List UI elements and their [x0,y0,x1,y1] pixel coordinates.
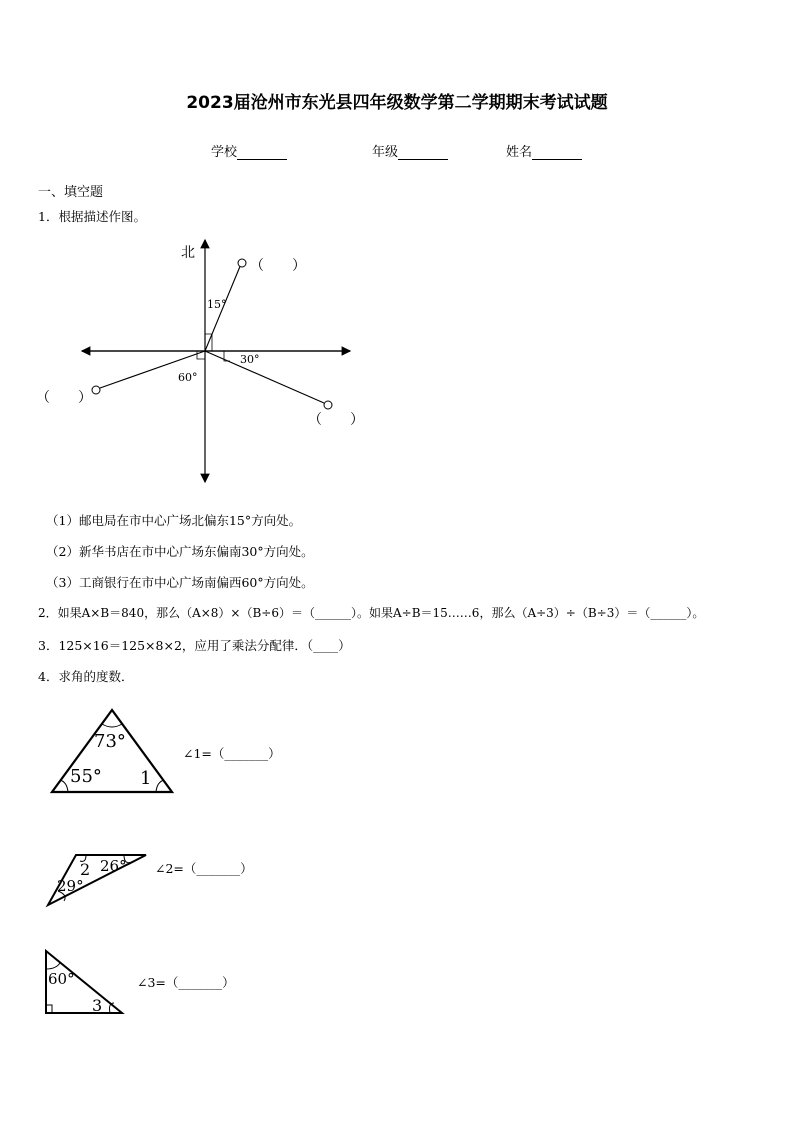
angle-3-label: 3 [92,996,103,1015]
north-label: 北 [181,245,195,261]
question-4: 4．求角的度数． [38,669,134,684]
question-3: 3．125×16＝125×8×2，应用了乘法分配律．（____） [38,638,351,653]
school-field[interactable] [211,141,287,160]
grade-label: 年级 [372,145,399,160]
triangle-3 [40,945,140,1025]
point-bank [92,386,100,394]
angle-73-label: 73° [94,731,126,752]
grade-blank[interactable] [398,159,448,160]
school-blank[interactable] [237,159,287,160]
angle-30-label: 30° [240,353,260,366]
angle-55-label: 55° [70,766,102,787]
angle-1-label: 1 [140,768,152,789]
name-blank[interactable] [532,159,582,160]
angle-26-label: 26° [100,857,127,875]
point-bookstore [324,401,332,409]
page-title: 2023届沧州市东光县四年级数学第二学期期末考试试题 [186,93,608,113]
school-label: 学校 [211,145,238,160]
grade-field[interactable] [372,141,448,160]
name-field[interactable] [506,141,582,160]
answer-angle-3[interactable]: ∠3=（_______） [137,975,235,990]
answer-angle-2[interactable]: ∠2=（_______） [155,861,253,876]
answer-angle-1[interactable]: ∠1=（_______） [183,746,281,761]
q1-item-1: （1）邮电局在市中心广场北偏东15°方向处。 [46,513,302,528]
q1-item-3: （3）工商银行在市中心广场南偏西60°方向处。 [46,575,314,590]
angle-60-label: 60° [178,371,198,384]
question-2: 2．如果A×B＝840，那么（A×8）×（B÷6）＝（______）。如果A÷B＝15……6，那么（A÷3）÷（B÷3）＝（______）。 [38,606,705,620]
section-heading: 一、填空题 [38,185,104,200]
direction-diagram [0,230,400,490]
blank-bank[interactable]: （ ） [36,390,92,406]
name-label: 姓名 [506,145,533,160]
q1-item-2: （2）新华书店在市中心广场东偏南30°方向处。 [46,544,314,559]
blank-post-office[interactable]: （ ） [250,258,306,274]
angle-60-label-tri3: 60° [48,970,75,988]
question-1: 1．根据描述作图。 [38,209,146,224]
triangle-1 [40,700,190,810]
triangle-2 [40,845,160,915]
angle-29-label: 29° [57,877,84,895]
point-post-office [238,259,246,267]
angle-2-label: 2 [80,860,91,879]
angle-15-label: 15° [207,298,227,311]
blank-bookstore[interactable]: （ ） [308,412,364,428]
ray-30 [205,351,324,403]
